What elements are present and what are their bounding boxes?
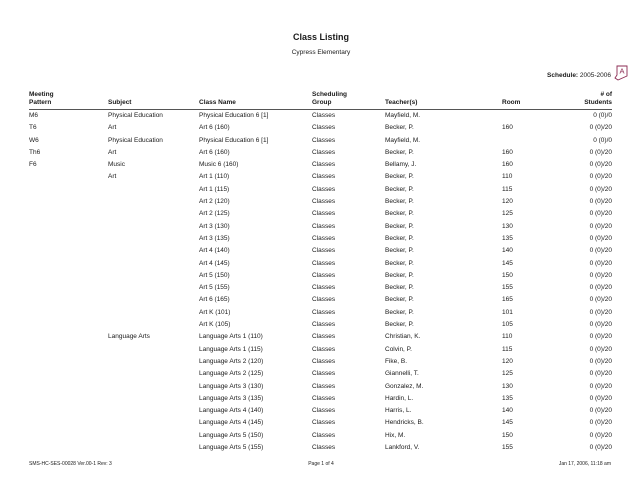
students-cell: 0 (0)/20 xyxy=(589,284,612,292)
page-number: Page 1 of 4 xyxy=(308,461,334,467)
room-cell: 160 xyxy=(502,161,513,169)
scheduling-group-cell: Classes xyxy=(312,407,336,415)
subject-cell xyxy=(108,442,199,454)
class-name-cell: Art 1 (115) xyxy=(199,185,230,193)
scheduling-group-cell: Classes xyxy=(312,444,336,452)
subject-cell xyxy=(108,368,199,380)
meeting-pattern-cell xyxy=(29,196,108,208)
teacher-cell: Becker, P. xyxy=(385,222,414,230)
meeting-pattern-cell xyxy=(29,368,108,380)
scheduling-group-cell: Classes xyxy=(312,419,336,427)
col-teachers: Teacher(s) xyxy=(385,89,502,110)
meeting-pattern-cell: T6 xyxy=(29,124,37,132)
subject-cell xyxy=(108,430,199,442)
teacher-cell: Becker, P. xyxy=(385,210,414,218)
table-row xyxy=(29,258,612,270)
scheduling-group-cell: Classes xyxy=(312,161,336,169)
callout-letter: A xyxy=(619,66,625,76)
subject-cell xyxy=(108,381,199,393)
students-cell: 0 (0)/20 xyxy=(589,124,612,132)
col-students: # of Students xyxy=(548,89,612,110)
class-name-cell: Language Arts 1 (115) xyxy=(199,345,263,353)
subject-cell xyxy=(108,270,199,282)
room-cell: 150 xyxy=(502,271,513,279)
meeting-pattern-cell xyxy=(29,393,108,405)
subject-cell xyxy=(108,344,199,356)
teacher-cell: Becker, P. xyxy=(385,148,414,156)
meeting-pattern-cell: M6 xyxy=(29,112,39,119)
teacher-cell: Hendricks, B. xyxy=(385,419,424,427)
teacher-cell: Lankford, V. xyxy=(385,444,420,452)
teacher-cell: Bellamy, J. xyxy=(385,161,417,169)
meeting-pattern-cell xyxy=(29,171,108,183)
room-cell: 105 xyxy=(502,321,513,329)
meeting-pattern-cell xyxy=(29,442,108,454)
teacher-cell: Gonzalez, M. xyxy=(385,382,424,390)
students-cell: 0 (0)/20 xyxy=(589,210,612,218)
class-name-cell: Art 6 (165) xyxy=(199,296,230,304)
students-cell: 0 (0)/20 xyxy=(589,370,612,378)
table-row xyxy=(29,233,612,245)
students-cell: 0 (0)/0 xyxy=(593,136,612,144)
col-class-name: Class Name xyxy=(199,89,312,110)
scheduling-group-cell: Classes xyxy=(312,259,336,267)
meeting-pattern-cell xyxy=(29,245,108,257)
students-cell: 0 (0)/20 xyxy=(589,333,612,341)
meeting-pattern-cell xyxy=(29,405,108,417)
students-cell: 0 (0)/20 xyxy=(589,148,612,156)
table-row xyxy=(29,122,612,134)
scheduling-group-cell: Classes xyxy=(312,136,336,144)
students-cell: 0 (0)/20 xyxy=(589,198,612,206)
students-cell: 0 (0)/20 xyxy=(589,222,612,230)
room-cell: 120 xyxy=(502,357,513,365)
subject-cell xyxy=(108,405,199,417)
scheduling-group-cell: Classes xyxy=(312,173,336,181)
students-cell: 0 (0)/20 xyxy=(589,431,612,439)
subject-cell: Physical Education xyxy=(108,112,163,119)
scheduling-group-cell: Classes xyxy=(312,185,336,193)
scheduling-group-cell: Classes xyxy=(312,333,336,341)
subject-cell xyxy=(108,208,199,220)
students-cell: 0 (0)/20 xyxy=(589,407,612,415)
subject-cell xyxy=(108,307,199,319)
room-cell: 130 xyxy=(502,382,513,390)
class-name-cell: Art 6 (160) xyxy=(199,148,230,156)
subject-cell xyxy=(108,417,199,429)
scheduling-group-cell: Classes xyxy=(312,357,336,365)
table-row xyxy=(29,221,612,233)
class-name-cell: Art K (105) xyxy=(199,321,231,329)
students-cell: 0 (0)/20 xyxy=(589,259,612,267)
class-name-cell: Language Arts 3 (135) xyxy=(199,394,264,402)
schedule-value: 2005-2006 xyxy=(579,72,611,79)
scheduling-group-cell: Classes xyxy=(312,271,336,279)
teacher-cell: Becker, P. xyxy=(385,259,414,267)
class-name-cell: Language Arts 2 (125) xyxy=(199,370,264,378)
students-cell: 0 (0)/20 xyxy=(589,321,612,329)
scheduling-group-cell: Classes xyxy=(312,210,336,218)
room-cell: 110 xyxy=(502,333,513,341)
scheduling-group-cell: Classes xyxy=(312,234,336,242)
scheduling-group-cell: Classes xyxy=(312,222,336,230)
table-row xyxy=(29,159,612,171)
scheduling-group-cell: Classes xyxy=(312,394,336,402)
room-cell xyxy=(502,110,548,123)
meeting-pattern-cell xyxy=(29,270,108,282)
students-cell: 0 (0)/20 xyxy=(589,345,612,353)
meeting-pattern-cell: W6 xyxy=(29,136,39,144)
room-cell: 150 xyxy=(502,431,513,439)
class-name-cell: Art 5 (155) xyxy=(199,284,230,292)
teacher-cell: Becker, P. xyxy=(385,185,414,193)
table-row xyxy=(29,208,612,220)
class-name-cell: Art 2 (120) xyxy=(199,198,230,206)
room-cell: 110 xyxy=(502,173,513,181)
class-name-cell: Language Arts 3 (130) xyxy=(199,382,264,390)
scheduling-group-cell: Classes xyxy=(312,370,336,378)
table-row xyxy=(29,282,612,294)
meeting-pattern-cell xyxy=(29,307,108,319)
scheduling-group-cell: Classes xyxy=(312,284,336,292)
scheduling-group-cell: Classes xyxy=(312,148,336,156)
meeting-pattern-cell xyxy=(29,319,108,331)
room-cell: 165 xyxy=(502,296,513,304)
meeting-pattern-cell: Th6 xyxy=(29,148,41,156)
table-row xyxy=(29,344,612,356)
room-cell: 140 xyxy=(502,407,513,415)
students-cell: 0 (0)/20 xyxy=(589,357,612,365)
students-cell: 0 (0)/20 xyxy=(589,173,612,181)
students-cell: 0 (0)/20 xyxy=(589,394,612,402)
table-row xyxy=(29,135,612,147)
scheduling-group-cell: Classes xyxy=(312,112,336,119)
subject-cell xyxy=(108,221,199,233)
room-cell: 115 xyxy=(502,345,513,353)
subject-cell xyxy=(108,245,199,257)
scheduling-group-cell: Classes xyxy=(312,308,336,316)
teacher-cell: Becker, P. xyxy=(385,308,414,316)
subject-cell xyxy=(108,356,199,368)
students-cell: 0 (0)/0 xyxy=(593,112,612,119)
table-row xyxy=(29,184,612,196)
scheduling-group-cell: Classes xyxy=(312,431,336,439)
meeting-pattern-cell xyxy=(29,430,108,442)
scheduling-group-cell: Classes xyxy=(312,124,336,132)
subject-cell xyxy=(108,282,199,294)
room-cell: 101 xyxy=(502,308,513,316)
students-cell: 0 (0)/20 xyxy=(589,444,612,452)
students-cell: 0 (0)/20 xyxy=(589,419,612,427)
teacher-cell: Mayfield, M. xyxy=(385,112,421,119)
class-name-cell: Art 4 (145) xyxy=(199,259,230,267)
class-name-cell: Language Arts 4 (145) xyxy=(199,419,264,427)
subject-cell xyxy=(108,294,199,306)
class-name-cell: Language Arts 1 (110) xyxy=(199,333,263,341)
room-cell: 155 xyxy=(502,284,513,292)
subject-cell: Art xyxy=(108,124,117,132)
meeting-pattern-cell xyxy=(29,381,108,393)
table-row xyxy=(29,442,612,454)
class-name-cell: Art 3 (135) xyxy=(199,234,230,242)
col-room: Room xyxy=(502,89,548,110)
table-row xyxy=(29,393,612,405)
table-row xyxy=(29,356,612,368)
teacher-cell: Becker, P. xyxy=(385,198,414,206)
room-cell: 145 xyxy=(502,419,513,427)
subject-cell xyxy=(108,319,199,331)
students-cell: 0 (0)/20 xyxy=(589,308,612,316)
meeting-pattern-cell xyxy=(29,208,108,220)
subject-cell xyxy=(108,196,199,208)
room-cell: 145 xyxy=(502,259,513,267)
school-name: Cypress Elementary xyxy=(291,49,351,56)
students-cell: 0 (0)/20 xyxy=(589,271,612,279)
table-row xyxy=(29,171,612,183)
table-row xyxy=(29,196,612,208)
students-cell: 0 (0)/20 xyxy=(589,161,612,169)
teacher-cell: Becker, P. xyxy=(385,296,414,304)
scheduling-group-cell: Classes xyxy=(312,247,336,255)
scheduling-group-cell: Classes xyxy=(312,296,336,304)
room-cell: 140 xyxy=(502,247,513,255)
subject-cell: Art xyxy=(108,148,117,156)
teacher-cell: Hardin, L. xyxy=(385,394,414,402)
class-name-cell: Physical Education 6 [1] xyxy=(199,136,269,144)
subject-cell: Art xyxy=(108,173,117,181)
class-name-cell: Art 1 (110) xyxy=(199,173,230,181)
teacher-cell: Becker, P. xyxy=(385,284,414,292)
meeting-pattern-cell xyxy=(29,184,108,196)
table-row xyxy=(29,110,612,123)
students-cell: 0 (0)/20 xyxy=(589,185,612,193)
class-name-cell: Physical Education 6 [1] xyxy=(199,112,269,119)
form-id: SMS-HC-SES-00028 Ver.00-1 Rev: 3 xyxy=(29,461,112,467)
meeting-pattern-cell xyxy=(29,344,108,356)
subject-cell xyxy=(108,393,199,405)
students-cell: 0 (0)/20 xyxy=(589,247,612,255)
class-name-cell: Art 5 (150) xyxy=(199,271,230,279)
room-cell: 125 xyxy=(502,370,513,378)
class-name-cell: Art K (101) xyxy=(199,308,231,316)
print-timestamp: Jan 17, 2006, 11:18 am xyxy=(558,461,611,467)
meeting-pattern-cell xyxy=(29,258,108,270)
scheduling-group-cell: Classes xyxy=(312,198,336,206)
table-header-row xyxy=(29,89,612,110)
teacher-cell: Mayfield, M. xyxy=(385,136,421,144)
class-name-cell: Language Arts 4 (140) xyxy=(199,407,264,415)
teacher-cell: Harris, L. xyxy=(385,407,412,415)
scheduling-group-cell: Classes xyxy=(312,321,336,329)
col-scheduling-group: Scheduling Group xyxy=(312,89,385,110)
meeting-pattern-cell xyxy=(29,294,108,306)
subject-cell: Language Arts xyxy=(108,333,150,341)
teacher-cell: Hix, M. xyxy=(385,431,406,439)
room-cell: 135 xyxy=(502,234,513,242)
meeting-pattern-cell xyxy=(29,221,108,233)
teacher-cell: Christian, K. xyxy=(385,333,421,341)
class-name-cell: Art 6 (160) xyxy=(199,124,230,132)
table-row xyxy=(29,270,612,282)
meeting-pattern-cell xyxy=(29,356,108,368)
teacher-cell: Becker, P. xyxy=(385,271,414,279)
table-row xyxy=(29,368,612,380)
teacher-cell: Becker, P. xyxy=(385,124,414,132)
meeting-pattern-cell: F6 xyxy=(29,161,37,169)
room-cell xyxy=(502,135,548,147)
room-cell: 160 xyxy=(502,124,513,132)
table-row xyxy=(29,405,612,417)
schedule-label: Schedule: xyxy=(547,72,579,79)
class-name-cell: Art 2 (125) xyxy=(199,210,230,218)
col-subject: Subject xyxy=(108,89,199,110)
subject-cell xyxy=(108,233,199,245)
class-listing-table xyxy=(29,89,612,454)
table-row xyxy=(29,294,612,306)
table-row xyxy=(29,307,612,319)
report-title: Class Listing xyxy=(292,32,349,42)
room-cell: 125 xyxy=(502,210,513,218)
students-cell: 0 (0)/20 xyxy=(589,234,612,242)
students-cell: 0 (0)/20 xyxy=(589,382,612,390)
meeting-pattern-cell xyxy=(29,417,108,429)
students-cell: 0 (0)/20 xyxy=(589,296,612,304)
meeting-pattern-cell xyxy=(29,233,108,245)
room-cell: 115 xyxy=(502,185,513,193)
teacher-cell: Colvin, P. xyxy=(385,345,412,353)
table-row xyxy=(29,417,612,429)
teacher-cell: Fike, B. xyxy=(385,357,408,365)
class-name-cell: Language Arts 2 (120) xyxy=(199,357,264,365)
teacher-cell: Becker, P. xyxy=(385,173,414,181)
scheduling-group-cell: Classes xyxy=(312,382,336,390)
class-name-cell: Art 3 (130) xyxy=(199,222,230,230)
meeting-pattern-cell xyxy=(29,282,108,294)
room-cell: 120 xyxy=(502,198,513,206)
col-meeting-pattern: Meeting Pattern xyxy=(29,89,108,110)
room-cell: 155 xyxy=(502,444,513,452)
room-cell: 135 xyxy=(502,394,513,402)
table-row xyxy=(29,381,612,393)
room-cell: 160 xyxy=(502,148,513,156)
subject-cell: Music xyxy=(108,161,125,169)
class-name-cell: Art 4 (140) xyxy=(199,247,230,255)
subject-cell xyxy=(108,184,199,196)
teacher-cell: Becker, P. xyxy=(385,247,414,255)
class-name-cell: Music 6 (160) xyxy=(199,161,239,169)
table-row xyxy=(29,331,612,343)
table-row xyxy=(29,319,612,331)
subject-cell: Physical Education xyxy=(108,136,163,144)
meeting-pattern-cell xyxy=(29,331,108,343)
schedule-line xyxy=(547,72,611,79)
teacher-cell: Becker, P. xyxy=(385,321,414,329)
scheduling-group-cell: Classes xyxy=(312,345,336,353)
room-cell: 130 xyxy=(502,222,513,230)
subject-cell xyxy=(108,258,199,270)
class-name-cell: Language Arts 5 (150) xyxy=(199,431,264,439)
teacher-cell: Giannelli, T. xyxy=(385,370,419,378)
table-row xyxy=(29,147,612,159)
table-row xyxy=(29,245,612,257)
class-name-cell: Language Arts 5 (155) xyxy=(199,444,264,452)
teacher-cell: Becker, P. xyxy=(385,234,414,242)
table-row xyxy=(29,430,612,442)
callout-marker xyxy=(614,65,628,81)
